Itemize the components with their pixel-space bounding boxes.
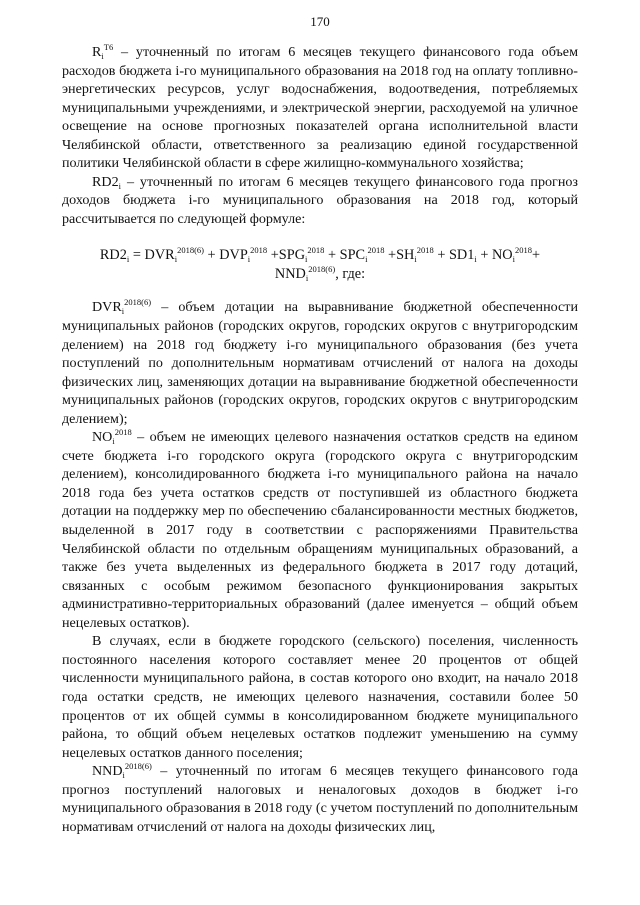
paragraph-text: – объем дотации на выравнивание бюджетной обеспеченности муниципальных районов (городских округов, городских округов с внутригородским делением) на 2018 год бюджету i-го муниципального образования (без учета поступлений по дополнительным нормативам отчислений от налога на доходы физических лиц, заменяющих дотации на выравнивание бюджетной обеспеченности муниципальных районов (городских округов, городских округов с внутригородским делением); (62, 299, 578, 427)
formula-line-2 (62, 265, 578, 284)
paragraph-text: – уточненный по итогам 6 месяцев текущего финансового года прогноз поступлений налоговых и неналоговых доходов в бюджет i-го муниципального образования в 2018 году (с учетом поступлений по дополнительным нормативам отчислений от налога на доходы физических лиц, (62, 763, 578, 835)
formula-term: + SPC (324, 247, 366, 264)
formula-subscript: i (512, 254, 516, 265)
symbol-superscript: 2018 (114, 427, 132, 438)
paragraph-dvr (62, 298, 578, 428)
paragraph-text: – уточненный по итогам 6 месяцев текущего финансового года объем расходов бюджета i-го муниципального образования на 2018 год на оплату топливно-энергетических ресурсов, услуг водоснабжения, водоотведения, потребляемых муниципальными учреждениями, и электрической энергии, расходуемой на уличное освещение на основе прогнозных показателей органа исполнительной власти Челябинской области, ответственного за реализацию единой государственной политики Челябинской области в сфере жилищно-коммунального хозяйства; (62, 44, 578, 172)
paragraph-text: – объем не имеющих целевого назначения остатков средств на едином счете бюджета i-го городского округа (городского округа с внутригородским делением), консолидированного бюджета i-го муниципального района на начало 2018 года без учета остатков средств от поступившей из областного бюджета дотации на поддержку мер по обеспечению сбалансированности местных бюджетов, выделенной в 2017 году в соответствии с распоряжениями Правительства Челябинской области по отдельным обращениям муниципальных образований, а также без учета выделенных из федерального бюджета в 2017 году дотаций, связанных с особым режимом безопасного функционирования закрытых административно-территориальных образований (далее именуется – общий объем нецелевых остатков). (62, 429, 578, 631)
page-number: 170 (310, 14, 330, 29)
formula-superscript: 2018 (515, 245, 533, 256)
paragraph-text: – уточненный по итогам 6 месяцев текущего финансового года прогноз доходов бюджета i-го муниципального образования на 2018 год, который рассчитывается по следующей формуле: (62, 173, 578, 227)
formula-term: +SH (384, 247, 415, 264)
formula-term: NND (274, 266, 306, 283)
formula-subscript: i (247, 254, 251, 265)
formula-tail: , где: (335, 266, 366, 283)
formula-superscript: 2018(6) (308, 264, 336, 275)
symbol-subscript: i (101, 51, 104, 61)
formula-subscript: i (365, 254, 368, 265)
formula-subscript: i (305, 273, 309, 284)
formula-term: DVR (144, 247, 175, 264)
symbol-dvr: DVR (92, 299, 122, 316)
symbol-r: R (92, 44, 102, 60)
formula-operator: = (129, 247, 145, 264)
symbol-subscript: i (112, 436, 115, 447)
document-body (62, 43, 578, 836)
formula-superscript: 2018 (367, 245, 385, 256)
formula-term: +SPG (267, 247, 306, 264)
formula-term: + NO (476, 247, 513, 264)
paragraph-no (62, 428, 578, 632)
formula-term: + DVP (203, 247, 248, 264)
formula-superscript: 2018 (416, 245, 434, 256)
formula-superscript: 2018(6) (177, 245, 204, 256)
formula-superscript: 2018 (250, 245, 268, 256)
formula-term: + SD1 (433, 247, 475, 264)
formula-term: RD2 (99, 247, 127, 264)
formula-subscript: i (174, 254, 178, 265)
symbol-superscript: 2018(6) (124, 761, 152, 772)
symbol-superscript: 2018(6) (124, 297, 152, 308)
formula-rd2 (62, 246, 578, 284)
formula-subscript: i (126, 254, 130, 265)
paragraph-r-t6 (62, 43, 578, 173)
symbol-subscript: i (121, 306, 125, 317)
paragraph-rd2 (62, 173, 578, 229)
paragraph-nnd (62, 762, 578, 836)
formula-superscript: 2018 (307, 245, 325, 256)
symbol-rd2: RD2 (92, 173, 119, 190)
formula-subscript: i (305, 254, 308, 265)
symbol-subscript: i (118, 180, 122, 191)
symbol-subscript: i (122, 770, 125, 781)
formula-subscript: i (414, 254, 417, 265)
formula-operator: + (532, 247, 541, 264)
symbol-superscript: T6 (103, 42, 114, 52)
formula-subscript: i (474, 254, 477, 265)
symbol-nnd: NND (92, 763, 123, 780)
symbol-no: NO (92, 429, 113, 446)
paragraph-cases: В случаях, если в бюджете городского (сельского) поселения, численность постоянного населения которого составляет менее 20 процентов от общей численности муниципального района, в состав которого оно входит, на начало 2018 года остатки средств, не имеющих целевого назначения, составили более 50 процентов от их общей суммы в консолидированном бюджете муниципального района, то общий объем нецелевых остатков подлежит уменьшению на сумму нецелевых остатков данного поселения; (62, 633, 578, 761)
